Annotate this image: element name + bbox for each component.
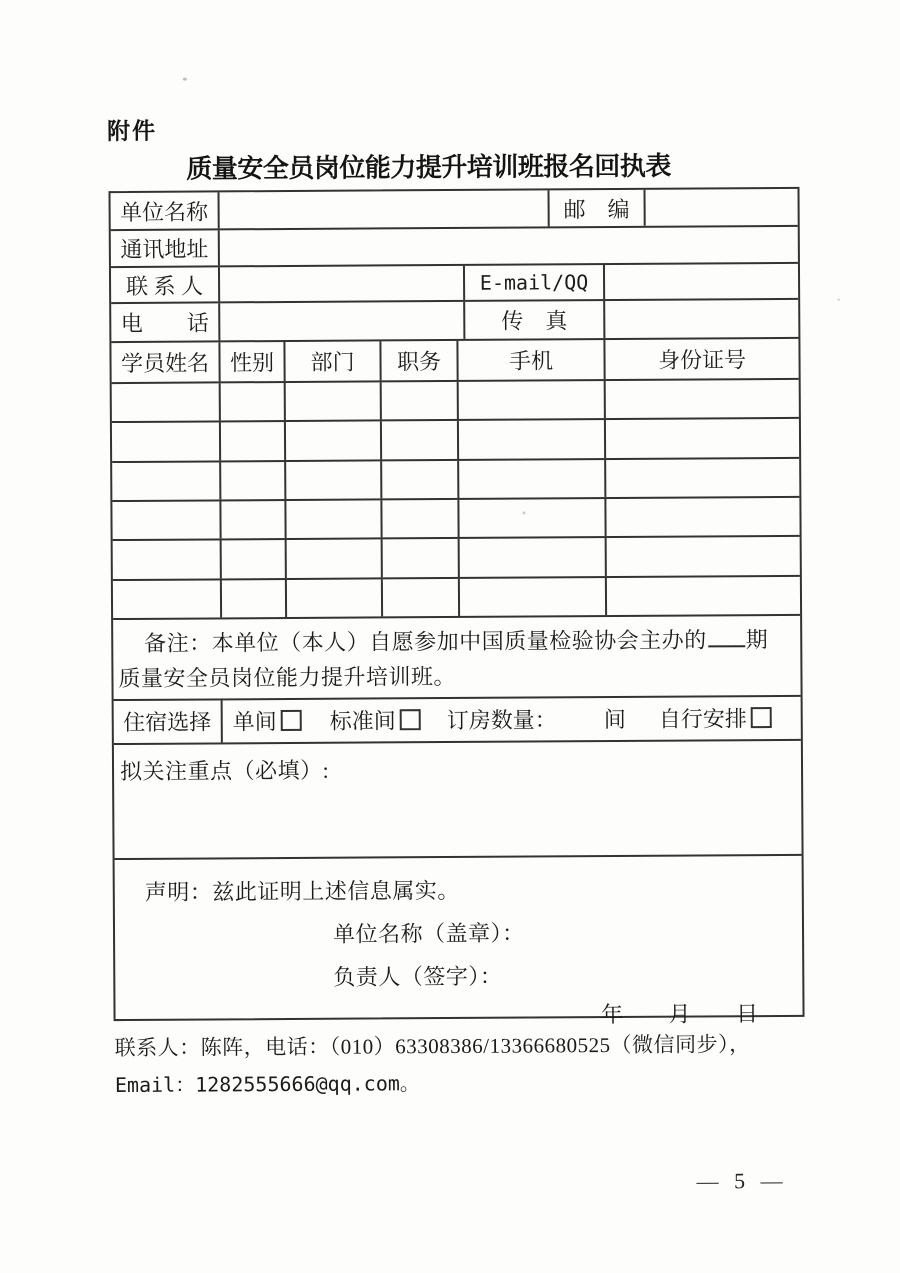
self-arrange-label: 自行安排 <box>658 706 747 733</box>
student-empty-cell <box>459 420 606 458</box>
standard-room-label: 标准间 <box>329 708 396 735</box>
student-empty-cell <box>222 540 287 578</box>
postal-code-field <box>645 189 797 226</box>
single-room-option <box>233 705 302 736</box>
self-arrange-checkbox <box>751 708 772 729</box>
student-empty-row <box>113 577 800 621</box>
declaration-statement: 声明：兹此证明上述信息属实。 <box>144 877 460 905</box>
postal-code-label: 邮 编 <box>549 190 645 227</box>
remarks-line2: 质量安全员岗位能力提升培训班。 <box>118 663 457 691</box>
standard-room-checkbox <box>400 710 421 731</box>
gender-header: 性别 <box>220 342 285 381</box>
remarks-cell <box>113 616 800 699</box>
standard-room-option <box>330 705 421 737</box>
contact-field <box>220 266 465 301</box>
student-empty-row <box>112 459 799 503</box>
student-empty-cell <box>112 383 221 421</box>
focus-label: 拟关注重点（必填）: <box>119 757 330 784</box>
self-arrange-option <box>659 703 772 735</box>
remarks-text-suffix: 期 <box>745 627 769 653</box>
student-empty-cell <box>221 462 286 500</box>
student-empty-cell <box>607 577 800 616</box>
scan-speck <box>522 512 525 515</box>
student-empty-cell <box>382 500 459 538</box>
student-empty-cell <box>221 501 286 539</box>
student-empty-rows <box>112 380 800 620</box>
student-empty-row <box>112 380 799 424</box>
student-empty-cell <box>382 421 459 459</box>
department-header: 部门 <box>285 341 381 381</box>
student-empty-cell <box>112 423 221 461</box>
student-empty-cell <box>459 460 606 498</box>
unit-name-label: 单位名称 <box>111 192 220 229</box>
declaration-cell <box>115 856 803 1028</box>
page-number: — 5 — <box>696 1167 788 1194</box>
position-header: 职务 <box>381 341 458 380</box>
student-empty-cell <box>459 499 606 537</box>
accommodation-row <box>114 697 801 745</box>
student-empty-cell <box>607 537 800 576</box>
student-empty-cell <box>222 580 287 618</box>
page-title: 质量安全员岗位能力提升培训班报名回执表 <box>186 151 671 184</box>
fax-field <box>605 300 798 338</box>
fax-label: 传 真 <box>465 301 605 339</box>
student-empty-row <box>112 419 799 463</box>
student-empty-cell <box>221 383 286 421</box>
focus-cell <box>114 741 802 858</box>
signer-label: 负责人（签字）： <box>333 963 503 990</box>
student-empty-cell <box>286 461 382 499</box>
unit-seal-label: 单位名称（盖章）： <box>332 920 525 947</box>
student-header-row <box>111 339 798 384</box>
phone-label: 电 话 <box>111 303 220 341</box>
student-empty-cell <box>460 538 607 576</box>
student-empty-cell <box>287 540 383 578</box>
remarks-row <box>113 616 800 701</box>
blank-underline <box>708 623 745 647</box>
address-row <box>111 227 798 268</box>
student-empty-cell <box>112 462 221 500</box>
remarks-line1 <box>113 622 800 661</box>
student-empty-cell <box>287 579 383 617</box>
contact-row <box>111 264 798 304</box>
student-empty-cell <box>460 578 607 616</box>
student-empty-cell <box>113 580 222 618</box>
id-number-header: 身份证号 <box>657 347 747 373</box>
student-empty-cell <box>382 382 459 420</box>
student-name-header: 学员姓名 <box>111 342 220 382</box>
contact-label: 联 系 人 <box>111 267 220 302</box>
student-empty-cell <box>286 382 382 420</box>
unit-name-field <box>220 190 550 228</box>
student-empty-cell <box>113 541 222 579</box>
phone-field <box>220 302 465 340</box>
single-room-checkbox <box>281 710 302 731</box>
student-empty-cell <box>383 579 460 617</box>
student-empty-cell <box>459 381 606 419</box>
attachment-label: 附件 <box>107 117 158 145</box>
date-line: 年 月 日 <box>600 1001 759 1028</box>
student-empty-cell <box>286 422 382 460</box>
booking-qty-label: 订房数量： <box>446 707 557 734</box>
footer-contact-line: 联系人：陈阵，电话：（010）63308386/13366680525（微信同步）， <box>114 1032 751 1061</box>
scan-speck <box>837 299 840 301</box>
student-empty-cell <box>606 498 799 537</box>
registration-form-table <box>108 187 804 1028</box>
student-empty-cell <box>606 459 799 498</box>
student-empty-row <box>112 498 799 542</box>
student-empty-cell <box>382 461 459 499</box>
student-empty-cell <box>221 422 286 460</box>
student-empty-cell <box>112 501 221 539</box>
mobile-header: 手机 <box>458 340 605 380</box>
phone-row <box>111 300 798 343</box>
qty-unit-label: 间 <box>603 707 626 733</box>
email-qq-field <box>605 264 798 299</box>
student-empty-cell <box>606 419 799 458</box>
single-room-label: 单间 <box>232 709 277 735</box>
email-qq-label: E-mail/QQ <box>465 265 605 300</box>
unit-name-row <box>111 189 798 231</box>
scan-speck <box>183 78 187 81</box>
declaration-row <box>115 856 803 1028</box>
accommodation-label: 住宿选择 <box>114 700 223 743</box>
student-empty-cell <box>383 539 460 577</box>
student-empty-cell <box>286 500 382 538</box>
student-empty-cell <box>606 380 799 419</box>
remarks-text: 备注：本单位（本人）自愿参加中国质量检验协会主办的 <box>144 627 707 656</box>
focus-row <box>114 741 802 860</box>
student-empty-row <box>113 537 800 581</box>
accommodation-options <box>223 697 801 743</box>
address-label: 通讯地址 <box>111 230 220 266</box>
footer-email-line: Email：1282555666@qq.com。 <box>114 1071 420 1098</box>
address-field <box>220 227 798 266</box>
